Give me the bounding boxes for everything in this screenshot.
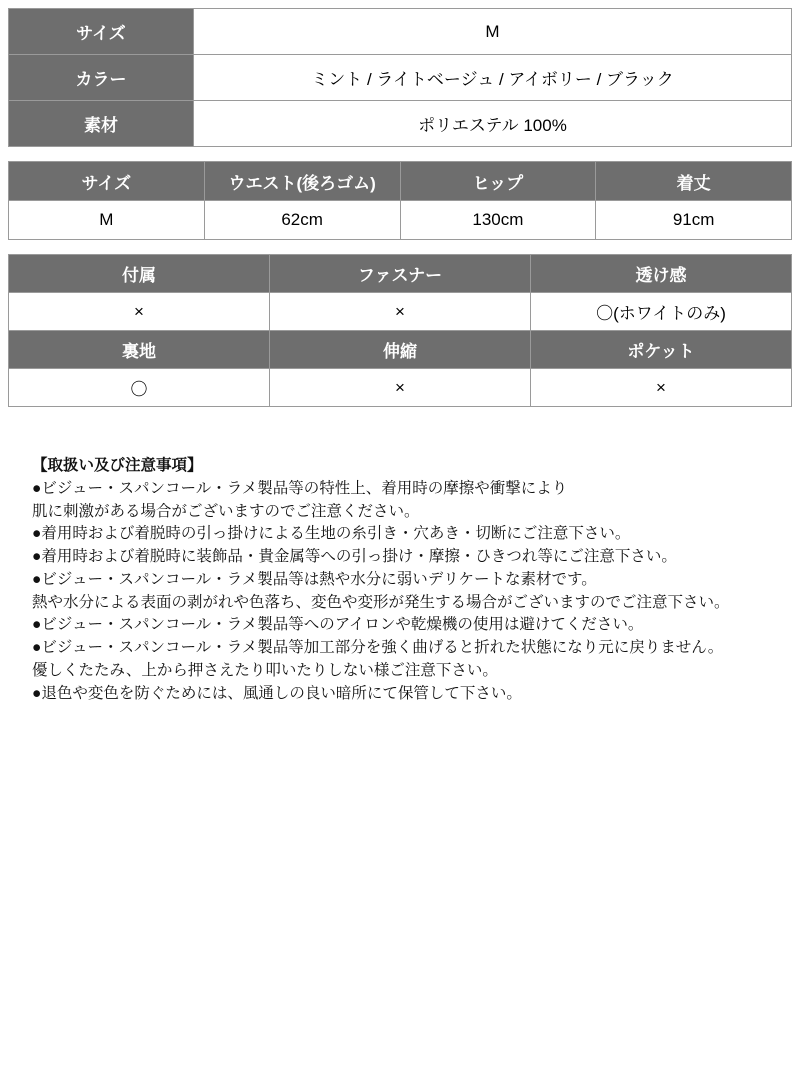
measure-value-length: 91cm	[596, 201, 792, 240]
feature-header-attachment: 付属	[9, 255, 270, 293]
feature-header-sheerness: 透け感	[531, 255, 792, 293]
care-note-line: 肌に刺激がある場合がございますのでご注意ください。	[32, 502, 420, 520]
care-note-line: ●ビジュー・スパンコール・ラメ製品等加工部分を強く曲げると折れた状態になり元に戻りません。	[32, 639, 724, 657]
measure-header-length: 着丈	[596, 162, 792, 201]
measure-header-hip: ヒップ	[400, 162, 596, 201]
care-note-line: ●ビジュー・スパンコール・ラメ製品等へのアイロンや乾燥機の使用は避けてください。	[32, 616, 644, 634]
care-note-line: ●ビジュー・スパンコール・ラメ製品等の特性上、着用時の摩擦や衝撃により	[32, 479, 568, 497]
care-notes-title: 【取扱い及び注意事項】	[32, 457, 203, 474]
feature-value-lining: 〇	[9, 369, 270, 407]
table-row	[9, 293, 792, 331]
spec-value-color: ミント / ライトベージュ / アイボリー / ブラック	[194, 55, 792, 101]
feature-value-sheerness: 〇(ホワイトのみ)	[531, 293, 792, 331]
table-row	[9, 55, 792, 101]
care-note-line: ●着用時および着脱時に装飾品・貴金属等への引っ掛け・摩擦・ひきつれ等にご注意下さい。	[32, 548, 677, 566]
care-note-line: 優しくたたみ、上から押さえたり叩いたりしない様ご注意下さい。	[32, 662, 498, 680]
measure-value-waist: 62cm	[204, 201, 400, 240]
spec-label-size: サイズ	[9, 9, 194, 55]
feature-header-pocket: ポケット	[531, 331, 792, 369]
care-note-line: 熱や水分による表面の剥がれや色落ち、変色や変形が発生する場合がございますのでご注意下さい。	[32, 593, 730, 611]
care-notes	[8, 455, 792, 706]
table-row	[9, 9, 792, 55]
table-header-row	[9, 331, 792, 369]
care-note-line: ●退色や変色を防ぐためには、風通しの良い暗所にて保管して下さい。	[32, 684, 522, 702]
table-row	[9, 369, 792, 407]
spec-label-color: カラー	[9, 55, 194, 101]
measure-header-size: サイズ	[9, 162, 205, 201]
feature-value-pocket: ×	[531, 369, 792, 407]
measure-value-hip: 130cm	[400, 201, 596, 240]
table-row	[9, 201, 792, 240]
care-note-line: ●ビジュー・スパンコール・ラメ製品等は熱や水分に弱いデリケートな素材です。	[32, 570, 597, 588]
measure-header-waist: ウエスト(後ろゴム)	[204, 162, 400, 201]
spec-table	[8, 8, 792, 147]
spacer	[8, 147, 792, 161]
table-header-row	[9, 162, 792, 201]
spec-value-material: ポリエステル 100%	[194, 101, 792, 147]
table-row	[9, 101, 792, 147]
measure-value-size: M	[9, 201, 205, 240]
feature-value-attachment: ×	[9, 293, 270, 331]
feature-value-stretch: ×	[270, 369, 531, 407]
features-table	[8, 254, 792, 407]
spacer	[8, 240, 792, 254]
measurement-table	[8, 161, 792, 240]
feature-header-stretch: 伸縮	[270, 331, 531, 369]
feature-header-lining: 裏地	[9, 331, 270, 369]
care-note-line: ●着用時および着脱時の引っ掛けによる生地の糸引き・穴あき・切断にご注意下さい。	[32, 525, 631, 543]
table-header-row	[9, 255, 792, 293]
feature-value-zipper: ×	[270, 293, 531, 331]
feature-header-zipper: ファスナー	[270, 255, 531, 293]
spec-label-material: 素材	[9, 101, 194, 147]
spec-value-size: M	[194, 9, 792, 55]
